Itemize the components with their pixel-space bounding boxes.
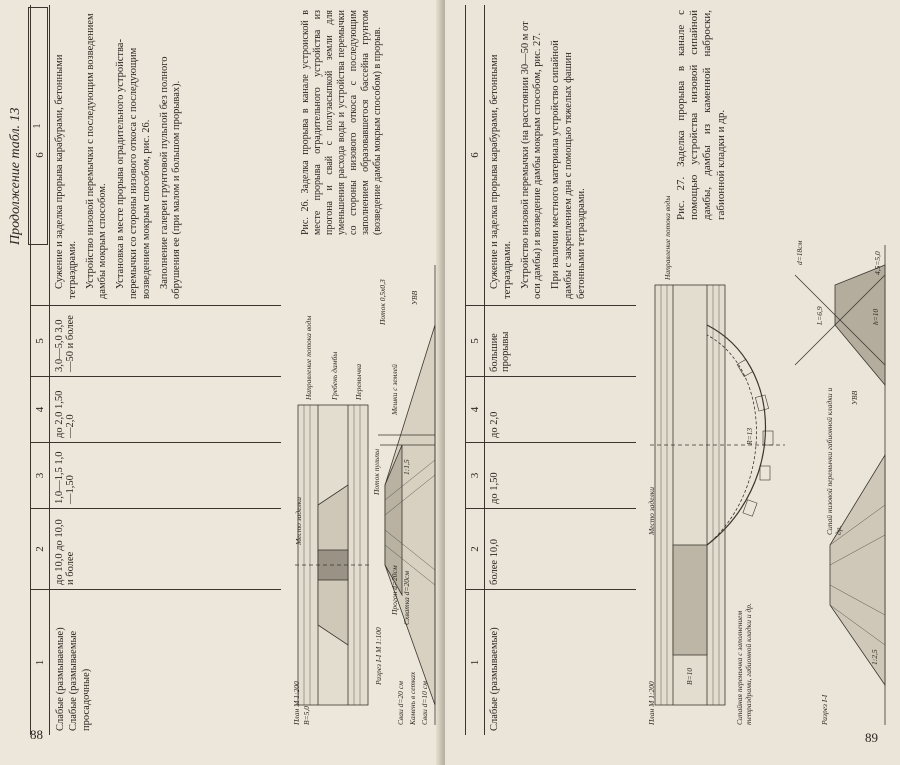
- label-scale: 1:1,5: [402, 459, 411, 475]
- plan-title: План М 1:200: [292, 681, 301, 725]
- label-water-level: УВВ: [410, 290, 419, 305]
- r-col3-cell: до 1,50: [489, 472, 500, 504]
- r-label-breach-site: Место заделки: [647, 487, 656, 535]
- r-col2-cell: более 10,0: [489, 538, 500, 585]
- label-bracing: Схватка d=20см: [402, 570, 411, 625]
- section-title: Разрез I-I М 1:100: [374, 627, 383, 685]
- table-right-body: [465, 5, 636, 735]
- label-earth-bags: Мешки с землей: [390, 364, 399, 415]
- r-label-section-dim: h=10: [871, 308, 880, 325]
- r-label-width: В=10: [685, 667, 694, 685]
- figure-27-caption: Рис. 27. Заделка прорыва в канале с помощью устройства низовой сипайной дамбы, дамбы из каменной наброски, габионной кладки и др.: [675, 10, 727, 220]
- r-col4-cell: до 2,0: [489, 411, 500, 438]
- soil-type-cell: Слабые (размываемые) Слабые (размываемые просадочные): [55, 627, 93, 731]
- r-col-h6: 6: [466, 5, 485, 305]
- r-label-bulkhead: Сипайная перемычка с заполнением тетраэдрами, габионной кладки и др.: [735, 603, 753, 725]
- label-bulkhead: Перемычка: [354, 363, 363, 400]
- col-h3: 3: [31, 443, 50, 508]
- label-upstream: Сваи d=20 см: [396, 681, 405, 725]
- label-breach-site: Место заделки: [294, 497, 303, 545]
- col-header-1: 1: [29, 8, 48, 245]
- r-col-h2: 2: [466, 509, 485, 589]
- plan-scale: В=5,0: [302, 705, 311, 725]
- method-2: Устройство низовой перемычки с последующим возведением дамбы мокрым способом.: [84, 13, 109, 299]
- label-canal-dam: Гребень дамбы: [330, 351, 339, 400]
- col5-cell: 3,0—5,0 3,0—50 и более: [54, 315, 76, 372]
- page-number-right: 89: [865, 730, 878, 745]
- label-stone-filling: Камень в сетках: [408, 671, 417, 725]
- col2-cell: до 10,0 до 10,0 и более: [54, 519, 76, 585]
- r-label-level: 4,5=5,0: [873, 251, 882, 275]
- r-col-h5: 5: [466, 306, 485, 376]
- col4-cell: до 2,0 1,50—2,0: [54, 390, 76, 438]
- label-pulp-flow: Поток пульпы: [372, 448, 381, 495]
- r-label-lw: УВВ: [850, 390, 859, 405]
- col3-cell: 1,0—1,5 1,0—1,50: [54, 451, 76, 504]
- r-col-h1: 1: [466, 590, 485, 735]
- col-h1: 1: [31, 590, 50, 735]
- r-label-flow-direction: Направление потока воды: [663, 195, 672, 280]
- r-label-slope: 1:2,5: [870, 649, 879, 665]
- r-col-h3: 3: [466, 443, 485, 508]
- r-label-dam: Сипай низовой перемычки габионной кладки и др.: [825, 387, 843, 535]
- method-3: Установка в месте прорыва оградительного устройства-перемычки со стороны низового откоса с последующим возведением мокрым способом, рис. 26.: [115, 39, 152, 299]
- figure-27: [645, 195, 895, 745]
- table-left-body: [30, 5, 281, 735]
- label-piles: Сваи d=10 см: [420, 681, 429, 725]
- r-label-length: L=6,9: [815, 306, 824, 325]
- left-page: [0, 0, 445, 765]
- r-method-1: Сужение и заделка прорыва карабурами, бетонными тетраэдрами.: [489, 54, 513, 299]
- r-method-2: Устройство низовой перемычки (на расстоянии 30—50 м от оси дамбы) и возведение дамбы мокрым способом, рис. 27.: [519, 21, 544, 299]
- r-soil-type-cell: Слабые (размываемые): [489, 627, 500, 731]
- col-h6: 6: [31, 5, 50, 305]
- figure-26-caption: Рис. 26. Заделка прорыва в канале устроиской в месте прорыва оградительного устройства из прогона и свай с полузасыпкой земли для уменьшения расхода воды и устройства перемычки со стороны низового откоса с последующим заполнением образовавшегося бассейна грунтом (возведение дамбы мокрым способом) в прорыв.: [300, 10, 383, 235]
- method-1: Сужение и заделка прорыва карабурами, бетонными тетраэдрами.: [54, 54, 78, 299]
- method-4: Заполнение галереи грунтовой пульпой без полного обрушения ее (при малом и большом прорывах).: [158, 56, 183, 299]
- col-h2: 2: [31, 509, 50, 589]
- figure-27-drawing: [645, 225, 895, 745]
- r-plan-title: План М 1:200: [647, 681, 656, 725]
- col-h5: 5: [31, 306, 50, 376]
- running-title: Продолжение табл. 13: [8, 107, 23, 245]
- r-method-cell: [485, 5, 598, 305]
- label-sheet-pile: Поток 0,5х0,3: [378, 279, 387, 325]
- figure-26: [290, 245, 440, 745]
- r-label-radius: R=13: [745, 427, 754, 445]
- r-section-title: Разрез I-I: [820, 694, 829, 725]
- r-col5-cell: большие прорывы: [489, 331, 511, 372]
- col-h4: 4: [31, 377, 50, 442]
- label-flow-direction: Направление потока воды: [304, 315, 313, 400]
- page-number-left: 88: [30, 727, 43, 742]
- method-cell: [50, 5, 193, 305]
- right-page: [445, 0, 900, 765]
- r-col-h4: 4: [466, 377, 485, 442]
- r-label-pole: d=18см: [795, 240, 804, 265]
- label-slope: Прогон d=20см: [390, 565, 399, 615]
- r-method-3: При наличии местного материала устройство сипайной дамбы с закреплением дна с помощью тяжелых фашин бетонными тетраэдрами.: [550, 40, 587, 299]
